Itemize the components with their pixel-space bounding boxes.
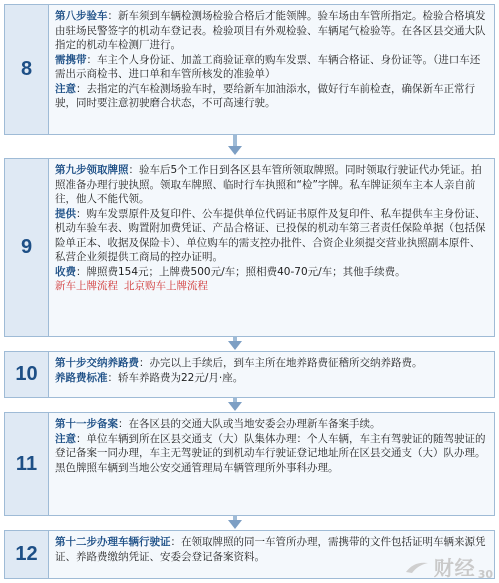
down-arrow-icon — [228, 146, 242, 155]
step-fees: 收费：牌照费154元；上牌费500元/车；照相费40-70元/车；其他手续费。 — [55, 265, 406, 278]
step-description: 第十二步办理车辆行驶证：在领取牌照的同一车管所办理，需携带的文件包括证明车辆来源凭证、养路费缴纳凭证、安委会登记备案资料。 — [55, 536, 486, 563]
link-beijing-plate[interactable]: 北京购车上牌流程 — [124, 280, 208, 292]
watermark-number: 30 — [477, 568, 493, 581]
step-note: 注意：去指定的汽车检测场验车时，要给新车加油添水，做好行车前检查，确保新车正常行驶，同时要注意初驶磨合状态，不可高速行驶。 — [55, 82, 475, 109]
step-10-card — [4, 351, 495, 398]
step-title: 第十二步办理车辆行驶证 — [55, 536, 171, 548]
watermark-text: 财经 — [433, 556, 476, 580]
step-8-card — [4, 4, 495, 135]
step-requirements: 需携带：车主个人身份证、加盖工商验证章的购车发票、车辆合格证、身份证等。（进口车还需出示商检书、进口单和车管所核发的准验单） — [55, 53, 481, 80]
step-body — [49, 159, 494, 336]
link-new-car-plate[interactable]: 新车上牌流程 — [55, 280, 118, 292]
step-number: 8 — [5, 5, 49, 134]
down-arrow-icon — [228, 402, 242, 411]
step-description: 第十一步备案：在各区县的交通大队或当地安委会办理新车备案手续。 — [55, 418, 381, 430]
step-description: 第九步领取牌照：验车后5个工作日到各区县车管所领取牌照。同时领取行驶证代办凭证。拍照准备办理行驶执照。领取车牌照、临时行车执照和“检”字牌。私车牌证须车主本人亲自前往，他人不能代领。 — [55, 164, 482, 205]
step-description: 第十步交纳养路费：办完以上手续后，到车主所在地养路费征稽所交纳养路费。 — [55, 357, 423, 369]
step-body — [49, 413, 494, 515]
step-provide: 提供：购车发票原件及复印件、公车提供单位代码证书原件及复印件、私车提供车主身份证、机动车验车表、购置附加费凭证、产品合格证、已投保的机动车第三者责任保险单据（包括保险单正本、收据及保险卡）、单位购车的需支控办批件、合资企业须提交营业执照副本原件、私营企业须提供工商局的控办证明。 — [55, 207, 486, 263]
step-number: 9 — [5, 159, 49, 336]
step-title: 第九步领取牌照 — [55, 164, 129, 176]
step-9-card — [4, 158, 495, 337]
step-number: 10 — [5, 352, 49, 397]
step-title: 第十步交纳养路费 — [55, 357, 139, 369]
step-note: 注意：单位车辆到所在区县交通支（大）队集体办理：个人车辆，车主有驾驶证的随驾驶证的登记备案一同办理，车主无驾驶证的到机动车行驶证登记地址所在区县交通支（大）队办理。黑色牌照车辆到当地公安交通管理局车辆管理所外事科办理。 — [55, 432, 486, 474]
step-body — [49, 352, 494, 397]
down-arrow-icon — [228, 520, 242, 529]
step-number: 11 — [5, 413, 49, 515]
related-links — [55, 279, 488, 294]
step-body — [49, 5, 494, 134]
step-number: 12 — [5, 531, 49, 578]
step-description: 第八步验车：新车须到车辆检测场检验合格后才能领牌。验车场由车管所指定。检验合格填发由驻场民警签字的机动车登记表。检验项目有外观检验、车辆尾气检验等。在各区县交通大队指定的机动车检测厂进行。 — [55, 10, 486, 51]
step-standard: 养路费标准：轿车养路费为22元/月·座。 — [55, 371, 244, 384]
watermark — [404, 552, 493, 581]
down-arrow-icon — [228, 341, 242, 350]
step-title: 第八步验车 — [55, 10, 108, 22]
step-11-card — [4, 412, 495, 516]
step-title: 第十一步备案 — [55, 418, 118, 430]
swoosh-logo-icon — [404, 559, 430, 575]
